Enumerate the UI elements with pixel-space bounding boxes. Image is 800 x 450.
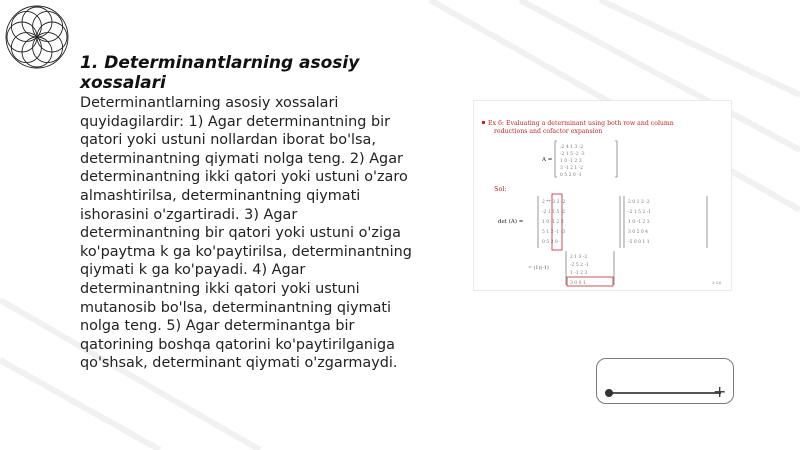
svg-text:1 0 -1 2 3: 1 0 -1 2 3 <box>560 159 582 164</box>
svg-text:1 0 -1 2 3: 1 0 -1 2 3 <box>542 220 564 225</box>
media-player-control[interactable] <box>596 358 734 404</box>
progress-track[interactable] <box>609 392 721 394</box>
svg-text:-2 1 5 -2 -3: -2 1 5 -2 -3 <box>560 152 585 157</box>
bullet-icon <box>482 121 485 124</box>
svg-text:2 0 1 3 -2: 2 0 1 3 -2 <box>628 200 650 205</box>
svg-text:3 0 0 1: 3 0 0 1 <box>570 281 586 286</box>
svg-text:1 0 -1 2 3: 1 0 -1 2 3 <box>628 220 650 225</box>
matrix-a-entries <box>560 144 585 178</box>
figure-heading-line2: reductions and cofactor expansion <box>494 128 603 135</box>
svg-text:0 5 2 0 -1: 0 5 2 0 -1 <box>560 173 582 178</box>
play-dot-icon[interactable] <box>605 389 613 397</box>
figure-heading-line1: Ex 6: Evaluating a determinant using both row and column <box>488 120 674 127</box>
cofactor-expression: = (1)(-1) <box>528 266 549 271</box>
svg-text:0 5 2 0 -1: 0 5 2 0 -1 <box>542 240 564 245</box>
svg-text:-2 1 5 2 -1: -2 1 5 2 -1 <box>628 210 652 215</box>
svg-text:-2 4 1 3 -2: -2 4 1 3 -2 <box>560 145 584 150</box>
det-label: det (A) = <box>498 219 524 225</box>
plus-icon[interactable]: + <box>713 382 727 401</box>
svg-text:2 ** 3 2 -2: 2 ** 3 2 -2 <box>542 200 566 205</box>
matrix-a-label: A = <box>542 157 553 163</box>
slide-title: 1. Determinantlarning asosiy xossalari <box>80 53 360 93</box>
svg-text:-2 1 1 5 -2: -2 1 1 5 -2 <box>542 210 566 215</box>
circle-ornament-icon <box>4 4 70 70</box>
det-matrix-right <box>628 199 651 245</box>
svg-text:-2 5 2 -1: -2 5 2 -1 <box>570 263 589 268</box>
slide-body-text: Determinantlarning asosiy xossalari quyidagilardir: 1) Agar determinantning bir qatori yoki ustuni nollardan iborat bo'lsa, determinantning qiymati nolga teng. 2) Agar determinantning ikki qatori yoki ustuni o'zaro almashtirilsa, determinantning qiymati ishorasini o'zgartiradi. 3) Agar determinantning bir qatori yoki ustuni o'ziga ko'paytma k ga ko'paytirilsa, determinantning qiymati k ga ko'payadi. 4) Agar determinantning ikki qatori yoki ustuni mutanosib bo'lsa, determinantning qiymati nolga teng. 5) Agar determinantga bir qatorining boshqa qatorini ko'paytirilganiga qo'shsak, determinant qiymati o'zgarmaydi. <box>80 95 412 372</box>
svg-text:2 1 3 -2: 2 1 3 -2 <box>570 255 588 260</box>
minor-matrix-entries <box>570 254 589 286</box>
svg-text:-5 0 0 1 1: -5 0 0 1 1 <box>628 240 650 245</box>
svg-text:5 1 2 -1 -3: 5 1 2 -1 -3 <box>542 230 566 235</box>
svg-text:3 0 5 0 4: 3 0 5 0 4 <box>628 230 649 235</box>
solution-label: Sol: <box>494 185 507 193</box>
determinant-example-figure <box>473 100 732 291</box>
figure-page-number: 3-26 <box>712 280 721 285</box>
svg-text:3 -1 2 1 -2: 3 -1 2 1 -2 <box>560 166 584 171</box>
svg-text:1 -1 2 3: 1 -1 2 3 <box>570 271 588 276</box>
